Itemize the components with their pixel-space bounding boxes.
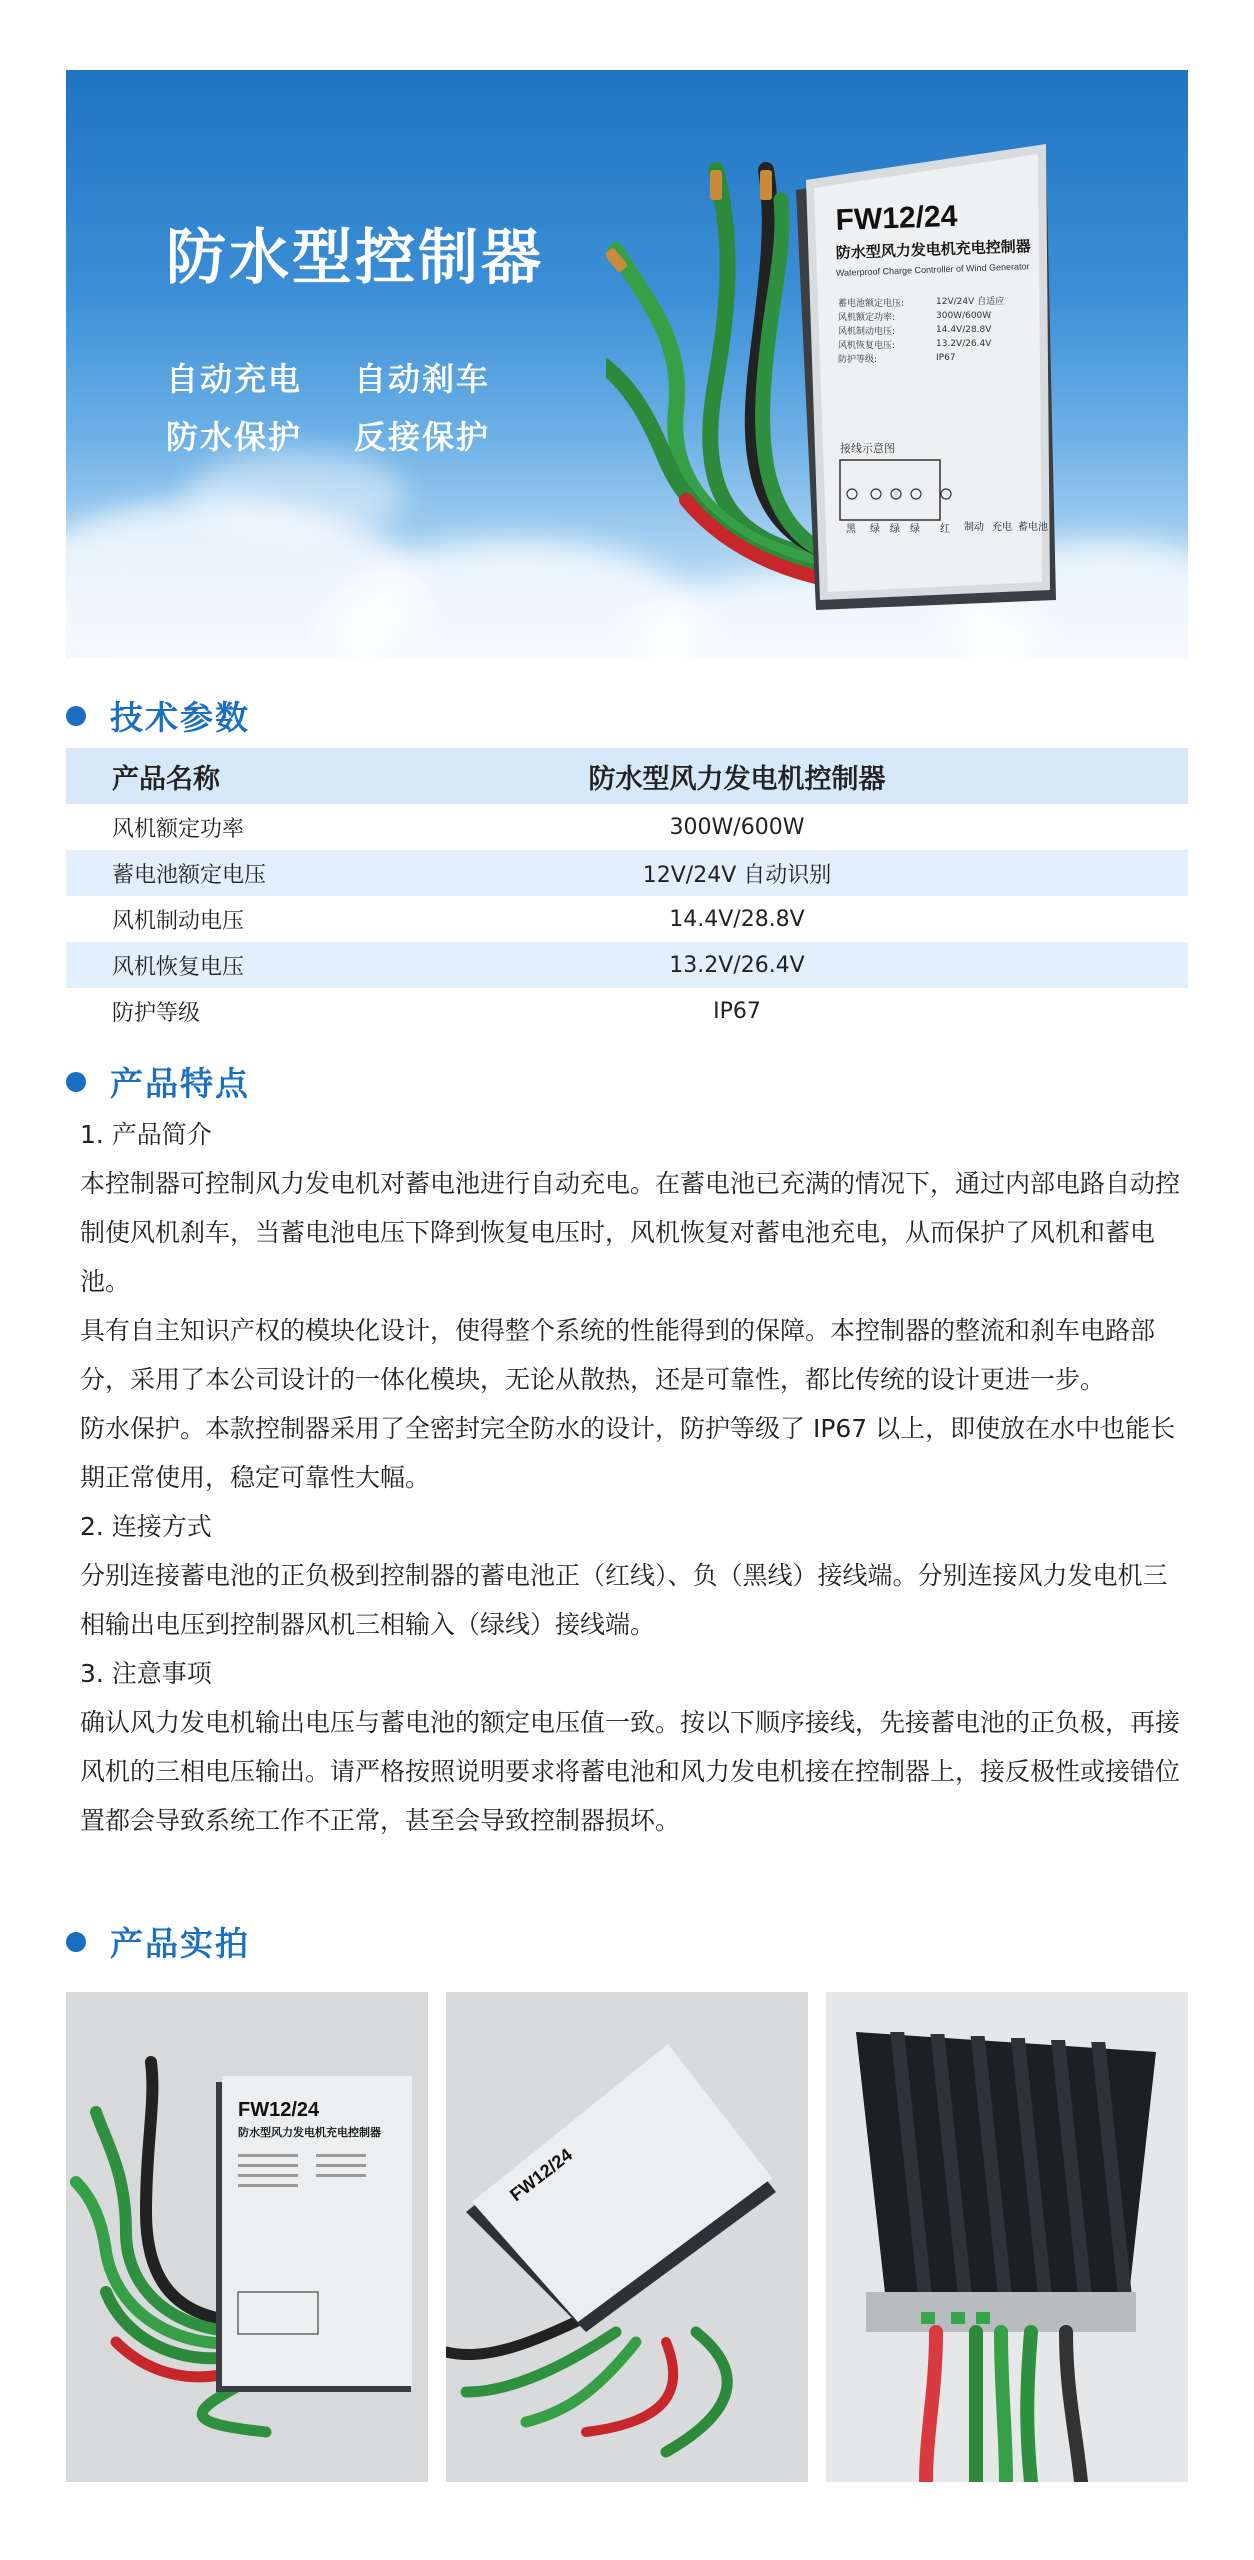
spec-label: 蓄电池额定电压 — [112, 862, 267, 888]
svg-text:风机制动电压:: 风机制动电压: — [838, 327, 896, 337]
intro-heading: 1. 产品简介 — [80, 1120, 212, 1149]
svg-text:12V/24V 自适应: 12V/24V 自适应 — [936, 297, 1005, 307]
svg-text:13.2V/26.4V: 13.2V/26.4V — [936, 339, 992, 349]
svg-text:红: 红 — [940, 524, 950, 535]
svg-text:蓄电池额定电压:: 蓄电池额定电压: — [838, 299, 905, 309]
svg-text:绿: 绿 — [890, 524, 900, 535]
spec-header-label: 产品名称 — [112, 763, 220, 795]
spec-value: 12V/24V 自动识别 — [642, 862, 832, 888]
intro-paragraph-3: 防水保护。本款控制器采用了全密封完全防水的设计，防护等级了 IP67 以上，即使放在水中也能长期正常使用，稳定可靠性大幅。 — [80, 1414, 1176, 1492]
hero-banner — [66, 70, 1188, 658]
svg-text:绿: 绿 — [910, 524, 920, 535]
cloud — [186, 450, 406, 540]
spec-value: 13.2V/26.4V — [669, 952, 805, 978]
svg-text:IP67: IP67 — [936, 353, 956, 363]
feature-auto-brake: 自动刹车 — [354, 360, 491, 398]
wiring-heading: 2. 连接方式 — [80, 1512, 212, 1541]
svg-text:制动: 制动 — [964, 522, 984, 533]
svg-text:FW12/24: FW12/24 — [506, 2144, 577, 2206]
svg-text:防水型风力发电机充电控制器: 防水型风力发电机充电控制器 — [835, 237, 1032, 262]
section-title: 产品实拍 — [110, 1924, 250, 1963]
spec-label: 防护等级 — [112, 1000, 201, 1026]
svg-text:绿: 绿 — [870, 524, 880, 535]
svg-text:FW12/24: FW12/24 — [238, 2099, 320, 2121]
feature-reverse-protect: 反接保护 — [354, 418, 491, 456]
features-body — [80, 1110, 1180, 1845]
wiring-paragraph: 分别连接蓄电池的正负极到控制器的蓄电池正（红线）、负（黑线）接线端。分别连接风力发电机三相输出电压到控制器风机三相输入（绿线）接线端。 — [80, 1561, 1168, 1639]
table-row — [66, 850, 1188, 896]
svg-text:黑: 黑 — [846, 524, 856, 535]
section-header-photos — [66, 1918, 250, 1965]
spec-label: 风机制动电压 — [112, 908, 245, 934]
spec-label: 风机额定功率 — [112, 816, 245, 842]
bullet-dot-icon — [66, 1072, 86, 1092]
svg-text:风机额定功率:: 风机额定功率: — [838, 313, 896, 323]
svg-text:14.4V/28.8V: 14.4V/28.8V — [936, 325, 992, 335]
bullet-dot-icon — [66, 1932, 86, 1952]
svg-text:充电: 充电 — [992, 522, 1012, 533]
table-row — [66, 804, 1188, 850]
spec-header-value: 防水型风力发电机控制器 — [588, 763, 886, 795]
feature-auto-charge: 自动充电 — [166, 360, 303, 398]
table-row — [66, 988, 1188, 1034]
svg-text:Waterproof Charge Controller o: Waterproof Charge Controller of Wind Generator — [835, 261, 1030, 278]
svg-text:防护等级:: 防护等级: — [838, 355, 878, 365]
spec-table-header — [66, 748, 1188, 804]
notes-heading: 3. 注意事项 — [80, 1659, 212, 1688]
section-title: 技术参数 — [110, 698, 250, 737]
svg-text:接线示意图: 接线示意图 — [840, 442, 895, 455]
spec-value: 14.4V/28.8V — [669, 906, 805, 932]
svg-text:防水型风力发电机充电控制器: 防水型风力发电机充电控制器 — [238, 2126, 381, 2139]
spec-value: 300W/600W — [669, 814, 805, 840]
spec-value: IP67 — [713, 998, 761, 1024]
notes-paragraph: 确认风力发电机输出电压与蓄电池的额定电压值一致。按以下顺序接线，先接蓄电池的正负极，再接风机的三相电压输出。请严格按照说明要求将蓄电池和风力发电机接在控制器上，接反极性或接错位置都会导致系统工作不正常，甚至会导致控制器损坏。 — [80, 1708, 1181, 1835]
svg-text:FW12/24: FW12/24 — [835, 199, 958, 237]
spec-label: 风机恢复电压 — [112, 954, 245, 980]
bullet-dot-icon — [66, 706, 86, 726]
section-title: 产品特点 — [110, 1064, 250, 1103]
product-photo-front — [66, 1992, 428, 2482]
spec-table — [66, 748, 1188, 1034]
intro-paragraph-1: 本控制器可控制风力发电机对蓄电池进行自动充电。在蓄电池已充满的情况下，通过内部电路自动控制使风机刹车，当蓄电池电压下降到恢复电压时，风机恢复对蓄电池充电，从而保护了风机和蓄电池。 — [80, 1169, 1181, 1296]
table-row — [66, 942, 1188, 988]
intro-paragraph-2: 具有自主知识产权的模块化设计，使得整个系统的性能得到的保障。本控制器的整流和刹车电路部分，采用了本公司设计的一体化模块，无论从散热，还是可靠性，都比传统的设计更进一步。 — [80, 1316, 1156, 1394]
svg-text:风机恢复电压:: 风机恢复电压: — [838, 341, 896, 351]
feature-waterproof: 防水保护 — [166, 418, 303, 456]
svg-text:蓄电池: 蓄电池 — [1018, 522, 1048, 533]
section-header-specs — [66, 692, 250, 739]
svg-text:300W/600W: 300W/600W — [936, 311, 992, 321]
product-photo-heatsink — [826, 1992, 1188, 2482]
section-header-features — [66, 1058, 250, 1105]
hero-title: 防水型控制器 — [166, 223, 544, 293]
controller-product-image — [606, 130, 1166, 650]
product-photo-angled — [446, 1992, 808, 2482]
table-row — [66, 896, 1188, 942]
